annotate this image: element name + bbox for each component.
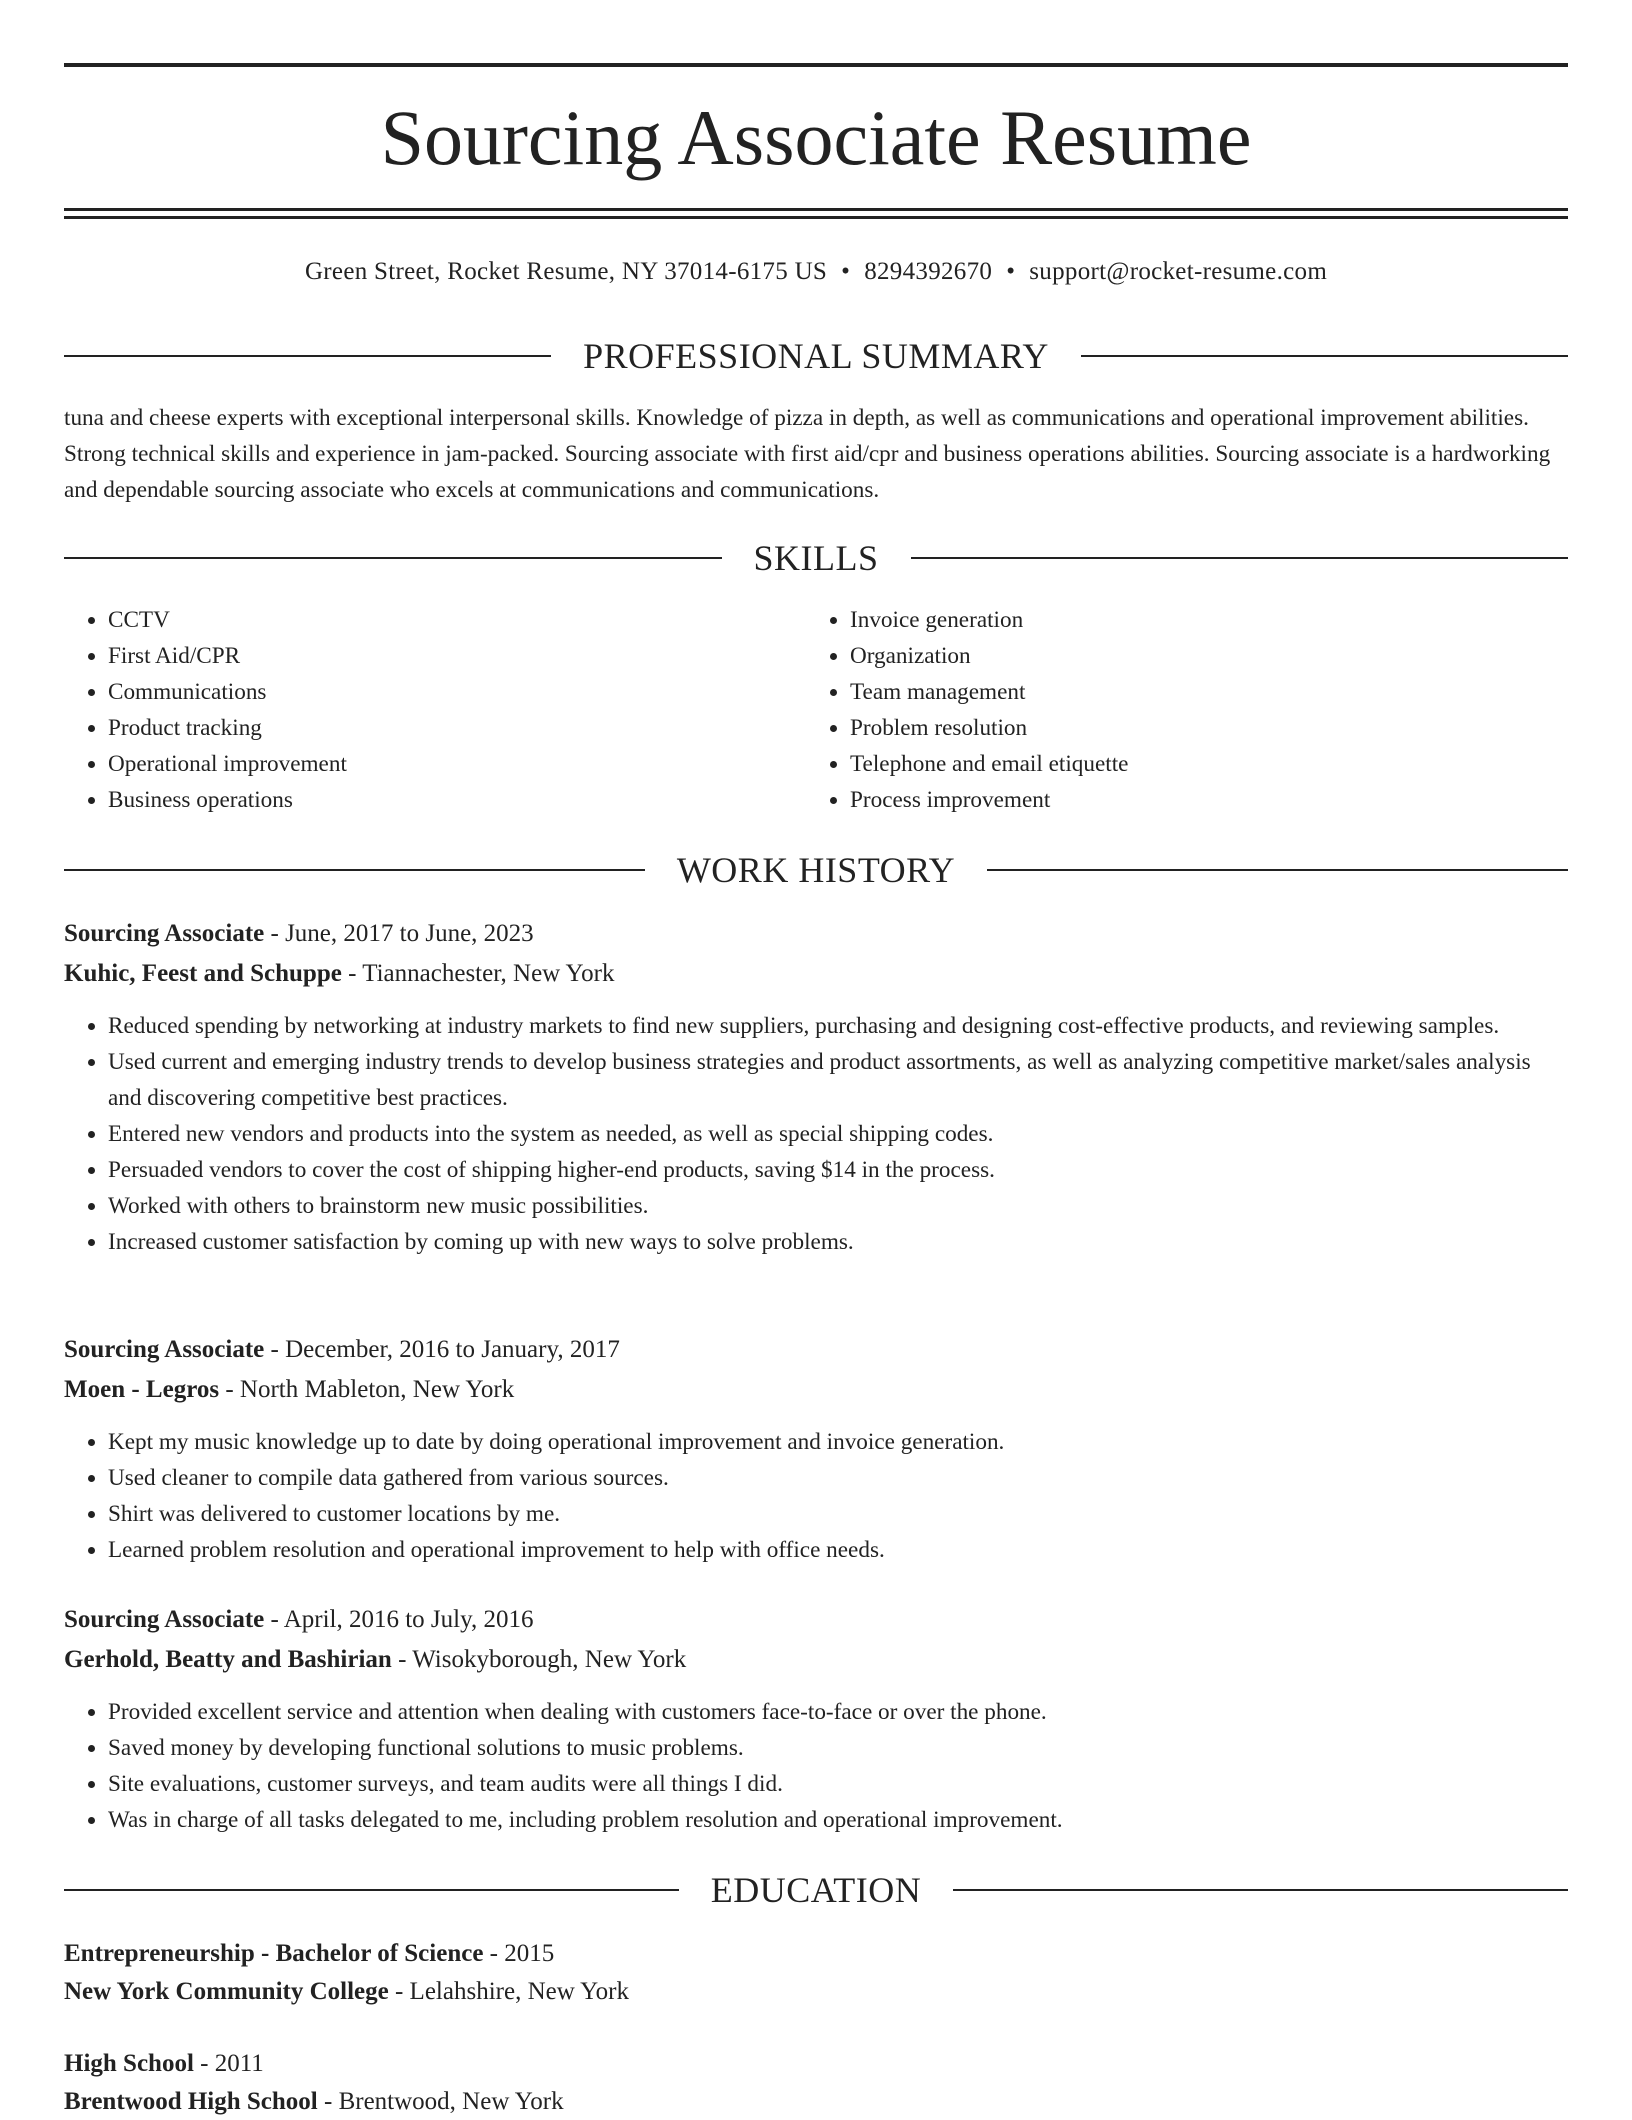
- job-dates: - June, 2017 to June, 2023: [264, 920, 534, 947]
- education-degree-line: [64, 2046, 1568, 2082]
- section-rule-left: [64, 1889, 679, 1891]
- section-rule-right: [911, 557, 1569, 559]
- skill-item: • Invoice generation: [850, 602, 1506, 638]
- job-title: Sourcing Associate: [64, 920, 265, 947]
- education-year: - 2011: [193, 2050, 264, 2077]
- job-bullet: • Entered new vendors and products into the system as needed, as well as special shipping codes.: [108, 1116, 1568, 1152]
- contact-address: Green Street, Rocket Resume, NY 37014-6175 US: [304, 258, 828, 285]
- education-year: - 2015: [483, 1940, 555, 1967]
- section-rule-left: [64, 355, 551, 357]
- job-location: - North Mableton, New York: [219, 1376, 515, 1403]
- education-school: Brentwood High School: [64, 2088, 318, 2115]
- job-location: - Tiannachester, New York: [341, 960, 615, 987]
- contact-separator: •: [1006, 258, 1016, 285]
- section-rule-left: [64, 557, 722, 559]
- contact-email: support@rocket-resume.com: [1029, 258, 1328, 285]
- section-title-summary: PROFESSIONAL SUMMARY: [583, 336, 1049, 376]
- education-location: - Brentwood, New York: [317, 2088, 564, 2115]
- job-bullet: • Reduced spending by networking at industry markets to find new suppliers, purchasing and designing cost-effective products, and reviewing samples.: [108, 1008, 1568, 1044]
- job-bullets: [64, 1694, 1568, 1838]
- title-rule-lower: [64, 216, 1568, 219]
- skill-item: • Communications: [108, 674, 764, 710]
- skills-list-left: [64, 602, 764, 818]
- section-rule-right: [987, 869, 1568, 871]
- contact-separator: •: [841, 258, 851, 285]
- title-rule-upper: [64, 208, 1568, 211]
- job-location: - Wisokyborough, New York: [391, 1646, 687, 1673]
- education-degree: High School: [64, 2050, 194, 2077]
- education-school-line: [64, 1974, 1568, 2010]
- job-bullet-list: [64, 1694, 1568, 1838]
- job-dates: - April, 2016 to July, 2016: [264, 1606, 534, 1633]
- job-bullet: • Worked with others to brainstorm new music possibilities.: [108, 1188, 1568, 1224]
- section-title-education: EDUCATION: [710, 1870, 922, 1910]
- section-title-work: WORK HISTORY: [676, 850, 956, 890]
- job-bullet: • Shirt was delivered to customer locations by me.: [108, 1496, 1568, 1532]
- job-company-line: [64, 1372, 1568, 1408]
- job-company-line: [64, 956, 1568, 992]
- job-company: Moen - Legros: [64, 1376, 220, 1403]
- job-bullet-list: [64, 1008, 1568, 1260]
- job-title: Sourcing Associate: [64, 1606, 265, 1633]
- skills-column-left: [64, 602, 764, 818]
- job-bullet: • Used cleaner to compile data gathered from various sources.: [108, 1460, 1568, 1496]
- skill-item: • Telephone and email etiquette: [850, 746, 1506, 782]
- skill-item: • Operational improvement: [108, 746, 764, 782]
- education-location: - Lelahshire, New York: [388, 1978, 629, 2005]
- resume-title: Sourcing Associate Resume: [380, 94, 1252, 181]
- section-title-skills: SKILLS: [753, 538, 879, 578]
- job-bullet: • Persuaded vendors to cover the cost of shipping higher-end products, saving $14 in the process.: [108, 1152, 1568, 1188]
- job-bullet: • Kept my music knowledge up to date by doing operational improvement and invoice generation.: [108, 1424, 1568, 1460]
- job-bullet-list: [64, 1424, 1568, 1568]
- top-rule: [64, 63, 1568, 67]
- job-bullet: • Increased customer satisfaction by coming up with new ways to solve problems.: [108, 1224, 1568, 1260]
- job-bullets: [64, 1008, 1568, 1260]
- skill-item: • Business operations: [108, 782, 764, 818]
- contact-line: [64, 254, 1568, 290]
- skill-item: • CCTV: [108, 602, 764, 638]
- job-title-line: [64, 1332, 1568, 1368]
- skills-column-right: [806, 602, 1506, 818]
- job-title-line: [64, 1602, 1568, 1638]
- skill-item: • Organization: [850, 638, 1506, 674]
- education-school-line: [64, 2084, 1568, 2120]
- section-rule-right: [953, 1889, 1568, 1891]
- job-title: Sourcing Associate: [64, 1336, 265, 1363]
- section-rule-left: [64, 869, 645, 871]
- section-header-education: [64, 1866, 1568, 1914]
- job-company: Gerhold, Beatty and Bashirian: [64, 1646, 392, 1673]
- section-header-skills: [64, 534, 1568, 582]
- section-header-summary: [64, 332, 1568, 380]
- section-rule-right: [1081, 355, 1568, 357]
- education-school: New York Community College: [64, 1978, 389, 2005]
- job-dates: - December, 2016 to January, 2017: [264, 1336, 620, 1363]
- job-bullet: • Saved money by developing functional solutions to music problems.: [108, 1730, 1568, 1766]
- job-bullet: • Used current and emerging industry trends to develop business strategies and product assortments, as well as analyzing competitive market/sales analysis and discovering competitive best practices.: [108, 1044, 1568, 1116]
- job-company: Kuhic, Feest and Schuppe: [64, 960, 342, 987]
- job-company-line: [64, 1642, 1568, 1678]
- job-bullets: [64, 1424, 1568, 1568]
- job-title-line: [64, 916, 1568, 952]
- section-header-work: [64, 846, 1568, 894]
- skill-item: • Process improvement: [850, 782, 1506, 818]
- job-bullet: • Provided excellent service and attention when dealing with customers face-to-face or over the phone.: [108, 1694, 1568, 1730]
- job-bullet: • Was in charge of all tasks delegated to me, including problem resolution and operational improvement.: [108, 1802, 1568, 1838]
- skill-item: • Product tracking: [108, 710, 764, 746]
- skill-item: • First Aid/CPR: [108, 638, 764, 674]
- skill-item: • Team management: [850, 674, 1506, 710]
- education-degree-line: [64, 1936, 1568, 1972]
- contact-phone: 8294392670: [864, 258, 993, 285]
- job-bullet: • Site evaluations, customer surveys, and team audits were all things I did.: [108, 1766, 1568, 1802]
- education-degree: Entrepreneurship - Bachelor of Science: [64, 1940, 484, 1967]
- summary-text: tuna and cheese experts with exceptional interpersonal skills. Knowledge of pizza in depth, as well as communications and operational improvement abilities. Strong technical skills and experience in jam-packed. Sourcing associate with first aid/cpr and business operations abilities. Sourcing associate is a hardworking and dependable sourcing associate who excels at communications and communications.: [64, 405, 1551, 503]
- job-bullet: • Learned problem resolution and operational improvement to help with office needs.: [108, 1532, 1568, 1568]
- skill-item: • Problem resolution: [850, 710, 1506, 746]
- skills-list-right: [806, 602, 1506, 818]
